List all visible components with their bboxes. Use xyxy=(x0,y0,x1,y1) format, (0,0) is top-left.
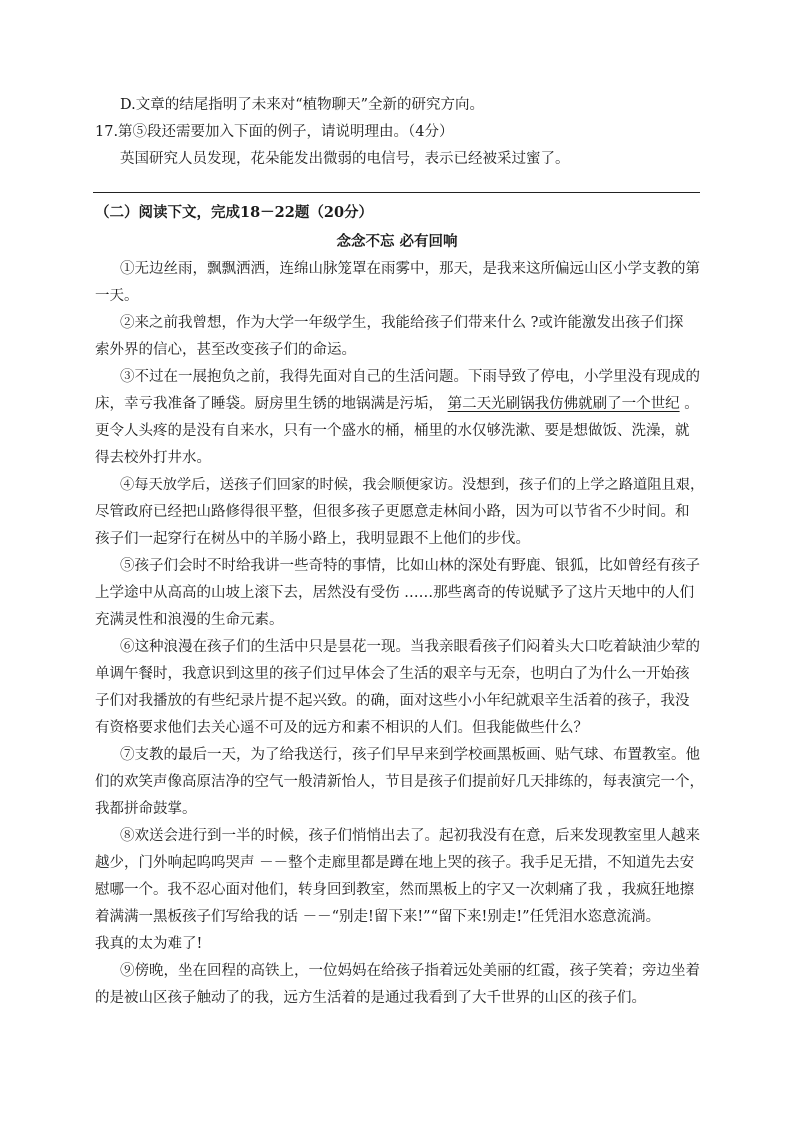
line-text: 。 xyxy=(679,396,699,412)
section-heading: （二）阅读下文，完成18－22题（20分） xyxy=(95,204,374,221)
paragraph-line: ③不过在一展抱负之前，我得先面对自己的生活问题。下雨导致了停电，小学里没有现成的 xyxy=(120,369,700,385)
paragraph-line: 我真的太为难了! xyxy=(95,936,203,952)
paragraph-line: 上学途中从高高的山坡上滚下去，居然没有受伤 ……那些离奇的传说赋予了这片天地中的人们 xyxy=(95,585,695,601)
paragraph-line: ⑨傍晚，坐在回程的高铁上，一位妈妈在给孩子指着远处美丽的红霞，孩子笑着；旁边坐着 xyxy=(120,963,700,979)
paragraph-line: 子们对我播放的有些纪录片提不起兴致。的确，面对这些小小年纪就艰辛生活着的孩子，我没 xyxy=(95,693,690,709)
paragraph-line: 索外界的信心，甚至改变孩子们的命运。 xyxy=(95,342,356,358)
paragraph-line: 一天。 xyxy=(95,288,139,304)
option-d: D.文章的结尾指明了未来对“植物聊天”全新的研究方向。 xyxy=(120,97,485,113)
question-17-example: 英国研究人员发现，花朵能发出微弱的电信号，表示已经被采过蜜了。 xyxy=(120,151,570,167)
line-text: 床，幸亏我准备了睡袋。厨房里生锈的地锅满是污垢， xyxy=(95,396,448,412)
paragraph-line: 孩子们一起穿行在树丛中的羊肠小路上，我明显跟不上他们的步伐。 xyxy=(95,531,530,547)
underlined-sentence: 第二天光刷锅我仿佛就刷了一个世纪 xyxy=(447,396,680,412)
section-divider xyxy=(93,192,700,193)
paragraph-line: 单调午餐时，我意识到这里的孩子们过早体会了生活的艰辛与无奈，也明白了为什么一开始孩 xyxy=(95,666,690,682)
paragraph-line: ⑦支教的最后一天，为了给我送行，孩子们早早来到学校画黑板画、贴气球、布置教室。他 xyxy=(120,747,700,763)
paragraph-line: 我都拼命鼓掌。 xyxy=(95,801,197,817)
paragraph-line: 尽管政府已经把山路修得很平整，但很多孩子更愿意走林间小路，因为可以节省不少时间。和 xyxy=(95,504,690,520)
paragraph-line: 着满满一黑板孩子们写给我的话 －－“别走!留下来!”“留下来!别走!”任凭泪水恣意流淌。 xyxy=(95,909,661,925)
paragraph-line: ④每天放学后，送孩子们回家的时候，我会顺便家访。没想到，孩子们的上学之路道阻且艰， xyxy=(120,477,705,493)
paragraph-line: ①无边丝雨，飘飘洒洒，连绵山脉笼罩在雨雾中，那天，是我来这所偏远山区小学支教的第 xyxy=(120,261,700,277)
paragraph-line: 更令人头疼的是没有自来水，只有一个盛水的桶，桶里的水仅够洗漱、要是想做饭、洗澡，就 xyxy=(95,423,690,439)
paragraph-line: 得去校外打井水。 xyxy=(95,450,211,466)
paragraph-line: 们的欢笑声像高原洁净的空气一般清新怡人，节目是孩子们提前好几天排练的，每表演完一个， xyxy=(95,774,704,790)
paragraph-line: ⑥这种浪漫在孩子们的生活中只是昙花一现。当我亲眼看孩子们闷着头大口吃着缺油少荤的 xyxy=(120,639,700,655)
paragraph-line: 越少，门外响起呜呜哭声 －－整个走廊里都是蹲在地上哭的孩子。我手足无措，不知道先去安 xyxy=(95,855,695,871)
paragraph-line xyxy=(95,394,699,414)
paragraph-line: ⑤孩子们会时不时给我讲一些奇特的事情，比如山林的深处有野鹿、银狐，比如曾经有孩子 xyxy=(120,558,700,574)
article-title: 念念不忘 必有回响 xyxy=(336,233,458,250)
paragraph-line: 有资格要求他们去关心遥不可及的远方和素不相识的人们。但我能做些什么？ xyxy=(95,720,588,736)
question-17: 17.第⑤段还需要加入下面的例子，请说明理由。（4分） xyxy=(95,124,454,140)
paragraph-line: ⑧欢送会进行到一半的时候，孩子们悄悄出去了。起初我没有在意，后来发现教室里人越来 xyxy=(120,828,700,844)
paragraph-line: 的是被山区孩子触动了的我，远方生活着的是通过我看到了大千世界的山区的孩子们。 xyxy=(95,990,646,1006)
paragraph-line: ②来之前我曾想，作为大学一年级学生，我能给孩子们带来什么 ?或许能激发出孩子们探 xyxy=(120,315,684,331)
paragraph-line: 慰哪一个。我不忍心面对他们，转身回到教室，然而黑板上的字又一次刺痛了我 ，我疯狂地擦 xyxy=(95,882,695,898)
paragraph-line: 充满灵性和浪漫的生命元素。 xyxy=(95,612,284,628)
